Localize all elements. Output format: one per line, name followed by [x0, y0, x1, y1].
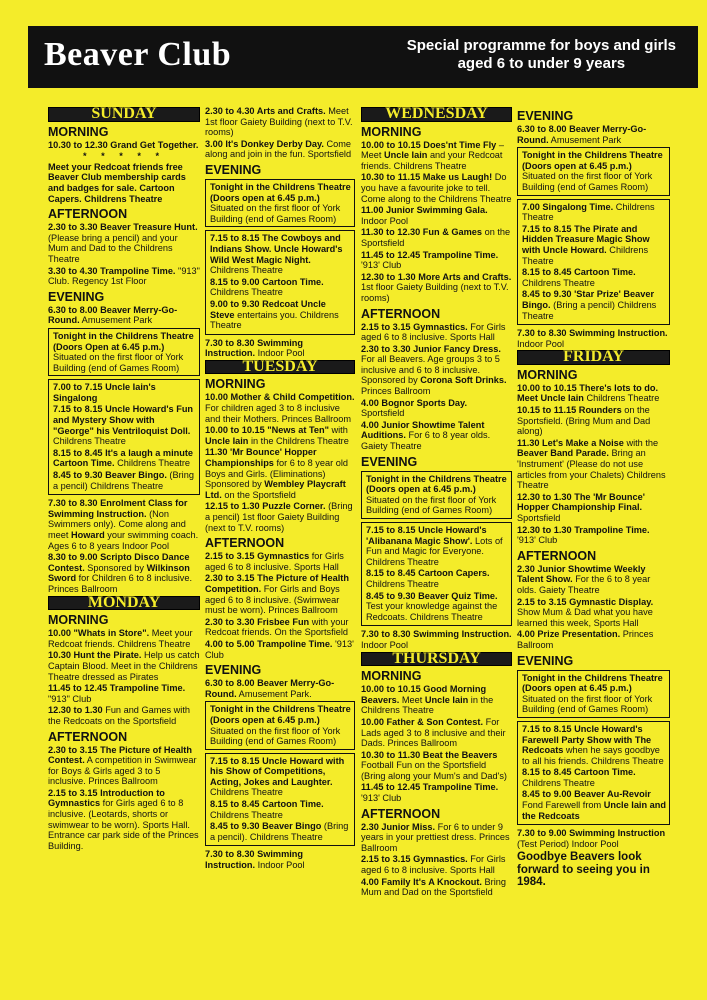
section-afternoon: AFTERNOON: [361, 806, 441, 821]
event-item: [517, 492, 670, 524]
event-detail: For Lads aged 3 to 8 inclusive and their Dads. Princes Ballroom: [361, 716, 506, 749]
event-time: 2.30 Junior Miss.: [361, 821, 436, 832]
event-item: [205, 573, 355, 615]
event-time: 2.30 to 3.30 Frisbee Fun: [205, 616, 310, 627]
event-time: 7.30 to 8.30 Swimming Instruction.: [361, 629, 512, 640]
event-detail: Childrens Theatre: [522, 201, 655, 223]
event-detail: For all Beavers. Age groups 3 to 5 inclusive and 6 to 8 inclusive. Sponsored by: [361, 354, 500, 386]
event-item: [361, 250, 512, 271]
event-time: 7.15 to 8.15 The Cowboys and Indians Show. Uncle Howard's Wild West Magic Night.: [210, 233, 343, 265]
section-evening: EVENING: [517, 653, 574, 668]
event-time: 8.15 to 8.45 It's a laugh a minute Cartoon Time.: [53, 447, 194, 469]
event-time: 4.00 Bognor Sports Day.: [361, 397, 468, 408]
event-item: [361, 227, 512, 248]
event-detail: For Girls and Boys aged 6 to 8 inclusive. (Swimwear must be worn). Princes Ballroom: [205, 583, 340, 616]
event-time: 11.00 Junior Swimming Gala.: [361, 205, 488, 216]
event-time: 7.30 to 8.30 Swimming Instruction.: [205, 849, 304, 871]
event-detail: "913" Club: [48, 693, 92, 704]
event-detail: with the: [623, 437, 659, 448]
event-detail: Show Mum & Dad what you have learned this week, Sports Hall: [517, 607, 653, 628]
event-detail: entertains you. Childrens Theatre: [210, 309, 339, 331]
goodbye-message: Goodbye Beavers look forward to seeing you in 1984.: [517, 851, 650, 889]
event-time: Meet your Redcoat friends free Beaver Club membership cards and badges for sale. Cartoon Capers. Childrens Theatre: [48, 161, 186, 204]
event-item: [53, 404, 196, 446]
event-detail: Childrens Theatre: [210, 787, 283, 798]
event-detail: (Please bring a pencil) and your Mum and Dad to the Childrens Theatre: [48, 232, 178, 264]
event-time: 12.30 to 1.30 More Arts and Crafts.: [361, 271, 512, 282]
event-detail: Come along and join in the fun. Sportsfield: [205, 138, 352, 160]
event-item: [48, 552, 200, 594]
event-item: [361, 172, 512, 204]
event-detail: For Girls aged 6 to 8 inclusive. Sports Hall: [361, 321, 506, 343]
notice-detail: Situated on the first floor of York Building (end of Games Room): [53, 352, 184, 373]
event-item: [53, 448, 196, 469]
notice-heading: Tonight in the Childrens Theatre (Doors open at 6.45 p.m.): [210, 704, 351, 725]
event-time: 7.00 Singalong Time.: [522, 201, 614, 212]
show-box: [48, 379, 200, 495]
event-detail: (Test Period) Indoor Pool: [517, 838, 619, 849]
event-item: [48, 222, 200, 264]
event-detail: Lots of Fun and Magic for Everyone. Childrens Theatre: [366, 535, 503, 567]
event-item: [361, 344, 512, 397]
event-detail: Football Fun on the Sportsfield (Bring along your Mum's and Dad's): [361, 760, 507, 781]
event-time: 2.30 to 3.30 Junior Fancy Dress.: [361, 343, 501, 354]
event-item: [210, 756, 351, 798]
event-time: 7.30 to 8.30 Swimming Instruction.: [205, 337, 304, 359]
event-time: 11.30 Let's Make a Noise: [517, 437, 624, 448]
event-detail: Childrens Theatre: [522, 777, 595, 788]
show-box: [205, 230, 355, 334]
event-time: 10.15 to 11.15 Rounders: [517, 405, 622, 416]
event-item: [48, 745, 200, 787]
event-time: 2.15 to 3.15 Gymnastics.: [361, 854, 468, 865]
event-time: 3.00 It's Donkey Derby Day.: [205, 138, 324, 149]
event-item: [517, 597, 670, 629]
event-item: [517, 124, 670, 145]
event-time: 2.30 to 3.15 The Picture of Health Contest.: [48, 744, 192, 766]
event-item: [361, 684, 512, 716]
event-detail: For the 6 to 8 year olds. Gaiety Theatre: [517, 574, 651, 595]
section-evening: EVENING: [48, 289, 105, 304]
event-item: [361, 398, 512, 419]
column-4: [517, 106, 670, 889]
event-detail: (Non Swimmers only). Come along and meet: [48, 508, 186, 540]
show-box: [205, 753, 355, 847]
notice-detail: Situated on the first floor of York Building (end of Games Room): [210, 203, 341, 224]
event-detail: on the Sportsfield. (Bring Mum and Dad along): [517, 405, 651, 437]
notice-heading: Tonight in the Childrens Theatre (Doors open at 6.45 p.m.): [522, 672, 663, 694]
event-item: [361, 782, 512, 803]
event-detail: '913' Club: [205, 638, 354, 660]
event-item: [205, 639, 355, 660]
event-detail: – Meet: [361, 139, 504, 161]
event-time: 8.15 to 8.45 Cartoon Time.: [522, 767, 636, 778]
section-evening: EVENING: [361, 454, 418, 469]
event-detail: (Bring a pencil). Childrens Theatre: [210, 821, 349, 842]
event-item: [517, 328, 670, 349]
event-highlight: Wembley Playcraft Ltd.: [205, 479, 346, 500]
event-time: 10.00 Father & Son Contest.: [361, 716, 484, 727]
event-time: 7.15 to 8.15 Uncle Howard's 'Alibanana Magic Show'.: [366, 525, 487, 546]
event-item: [517, 438, 670, 491]
event-time: 6.30 to 8.00 Beaver Merry-Go-Round.: [48, 304, 178, 326]
notice-box: [517, 147, 670, 195]
event-detail: '913' Club: [361, 260, 402, 271]
event-time: 7.30 to 9.00 Swimming Instruction: [517, 828, 666, 839]
event-time: 3.30 to 4.30 Trampoline Time.: [48, 265, 176, 276]
notice-heading: Tonight in the Childrens Theatre (Doors Open at 6.45 p.m.): [53, 330, 194, 352]
event-item: [522, 724, 666, 766]
event-detail: Childrens Theatre: [210, 809, 283, 820]
event-detail: Indoor Pool: [361, 215, 408, 226]
notice-detail: Situated on the first floor of York Building (end of Games Room): [522, 171, 653, 192]
show-box: [361, 522, 512, 626]
subtitle-line-2: aged 6 to under 9 years: [457, 55, 626, 72]
event-time: 12.30 to 1.30 Trampoline Time.: [517, 524, 650, 535]
event-item: [361, 140, 512, 172]
notice-box: [361, 471, 512, 519]
notice-heading: Tonight in the Childrens Theatre (Doors open at 6.45 p.m.): [366, 473, 507, 495]
event-item: [361, 420, 512, 452]
event-time: 10.00 "Whats in Store".: [48, 628, 150, 639]
event-detail: Amusement Park: [79, 315, 153, 326]
event-detail: '913' Club: [361, 793, 402, 804]
event-detail: Childrens Theatre: [210, 287, 283, 298]
event-item: [48, 162, 200, 204]
event-detail: Childrens Theatre: [53, 436, 126, 447]
show-box: [517, 199, 670, 326]
event-item: [361, 750, 512, 782]
event-time: 4.00 Family It's A Knockout.: [361, 876, 482, 887]
event-item: [517, 564, 670, 596]
event-detail: Amusement Park.: [236, 688, 312, 699]
event-item: [205, 139, 355, 160]
event-item: [210, 277, 351, 298]
event-item: [517, 629, 670, 650]
section-afternoon: AFTERNOON: [361, 306, 441, 321]
day-heading-monday: MONDAY: [48, 596, 200, 611]
event-time: 4.00 Junior Showtime Talent Auditions.: [361, 419, 485, 441]
event-time: 10.00 to 10.15 "News at Ten": [205, 425, 329, 436]
event-highlight: Uncle Iain: [424, 694, 469, 705]
notice-box: [205, 179, 355, 227]
event-detail: Indoor Pool: [361, 639, 408, 650]
event-time: 2.30 to 4.30 Arts and Crafts.: [205, 106, 326, 116]
event-item: [53, 382, 196, 403]
section-morning: MORNING: [361, 669, 422, 684]
event-item: [205, 678, 355, 699]
event-time: 8.30 to 9.00 Scripto Disco Dance Contest.: [48, 552, 190, 573]
event-detail: Sportsfield: [361, 408, 405, 419]
event-detail: 1st floor Gaiety Building (next to T.V. rooms): [361, 282, 509, 303]
event-detail: Childrens Theatre: [210, 265, 283, 276]
event-time: 10.00 to 10.15 Does'nt Time Fly: [361, 139, 497, 150]
event-detail: For children aged 3 to 8 inclusive and their Mothers. Princes Ballroom: [205, 403, 352, 424]
event-item: [48, 628, 200, 649]
event-item: [361, 822, 512, 854]
event-item: [48, 140, 200, 151]
event-highlight: Uncle Iain: [205, 435, 249, 446]
event-item: [48, 305, 200, 326]
event-detail: Sponsored by: [84, 562, 147, 573]
notice-heading: Tonight in the Childrens Theatre (Doors open at 6.45 p.m.): [522, 150, 663, 171]
section-morning: MORNING: [48, 124, 109, 139]
event-time: 10.30 to 11.15 Make us Laugh!: [361, 172, 493, 183]
event-item: [205, 392, 355, 424]
event-item: [48, 498, 200, 551]
event-time: 9.00 to 9.30 Redcoat Uncle Steve: [210, 298, 326, 320]
event-time: 7.15 to 8.15 Uncle Howard with his Show of Competitions, Acting, Jokes and Laughter.: [210, 755, 345, 787]
event-time: 7.30 to 8.30 Enrolment Class for Swimming Instruction.: [48, 498, 188, 519]
event-detail: "913" Club. Regency 1st Floor: [48, 265, 200, 287]
event-time: 8.15 to 8.45 Cartoon Capers.: [366, 568, 490, 579]
event-time: 11.30 'Mr Bounce' Hopper Championships: [205, 447, 317, 469]
event-time: 10.30 to 11.30 Beat the Beavers: [361, 749, 498, 760]
event-time: 11.45 to 12.45 Trampoline Time.: [361, 249, 499, 260]
event-detail: and your Redcoat friends. Childrens Theatre: [361, 150, 503, 171]
notice-detail: Situated on the first floor of York Building (end of Games Room): [522, 693, 653, 715]
event-item: [210, 821, 351, 842]
event-item: [205, 425, 355, 446]
column-2: [205, 106, 355, 872]
event-detail: for Children 6 to 8 inclusive. Princes Ballroom: [48, 573, 192, 594]
event-time: 12.30 to 1.30 The 'Mr Bounce' Hopper Championship Final.: [517, 491, 645, 513]
event-detail: on the Sportsfield: [361, 227, 511, 248]
event-time: 6.30 to 8.00 Beaver Merry-Go-Round.: [517, 124, 647, 145]
section-afternoon: AFTERNOON: [205, 536, 285, 551]
event-item: [517, 405, 670, 437]
event-detail: on the Sportsfield: [221, 489, 296, 500]
event-item: [205, 338, 355, 359]
event-item: [361, 272, 512, 304]
event-detail: Indoor Pool: [255, 860, 305, 871]
event-item: [522, 202, 666, 223]
event-time: 8.15 to 8.45 Cartoon Time.: [210, 799, 324, 810]
event-item: [48, 650, 200, 682]
event-item: [361, 629, 512, 650]
event-item: [205, 447, 355, 500]
event-time: 11.45 to 12.45 Trampoline Time.: [48, 683, 186, 694]
column-3: [361, 106, 512, 899]
event-time: 10.00 to 10.15 There's lots to do. Meet Uncle Iain: [517, 382, 659, 404]
event-detail: your swimming coach. Ages 6 to 8 years Indoor Pool: [48, 530, 199, 551]
event-item: [205, 106, 355, 138]
day-heading-tuesday: TUESDAY: [205, 360, 355, 375]
event-time: 4.00 Prize Presentation.: [517, 629, 621, 640]
notice-detail: Situated on the first floor of York Building (end of Games Room): [210, 725, 341, 747]
event-time: 7.15 to 8.15 The Pirate and Hidden Treasure Magic Show with Uncle Howard.: [522, 223, 650, 255]
show-box: [517, 721, 670, 825]
event-item: [517, 383, 670, 404]
event-detail: Amusement Park: [548, 134, 622, 145]
event-detail: Test your knowledge against the Redcoats. Childrens Theatre: [366, 601, 498, 622]
event-item: [48, 705, 200, 726]
section-morning: MORNING: [48, 613, 109, 628]
subtitle-line-1: Special programme for boys and girls: [406, 37, 676, 54]
club-title: Beaver Club: [44, 36, 232, 73]
event-time: 2.15 to 3.15 Gymnastic Display.: [517, 596, 654, 607]
event-time: 10.30 Hunt the Pirate.: [48, 650, 142, 661]
notice-heading: Tonight in the Childrens Theatre (Doors open at 6.45 p.m.): [210, 181, 351, 203]
event-highlight: Corona Soft Drinks.: [420, 375, 507, 386]
event-item: [366, 568, 508, 589]
event-detail: (Bring a pencil) Childrens Theatre: [522, 299, 657, 321]
event-time: 8.45 to 9.30 Beaver Bingo.: [53, 470, 167, 481]
event-highlight: Uncle Iain: [383, 150, 428, 161]
section-morning: MORNING: [361, 124, 422, 139]
event-detail: (Bring a pencil) 1st floor Gaiety Building (next to T.V. rooms): [205, 501, 353, 533]
day-heading-friday: FRIDAY: [517, 350, 670, 365]
event-highlight: Beaver Band Parade.: [517, 448, 609, 459]
event-detail: Meet 1st floor Gaiety Building (next to T.V. rooms): [205, 106, 353, 138]
event-time: 7.00 to 7.15 Uncle Iain's Singalong: [53, 382, 156, 403]
event-detail: Help us catch Captain Blood. Meet in the Childrens Theatre dressed as Pirates: [48, 650, 200, 682]
notice-box: [205, 701, 355, 749]
day-heading-wednesday: WEDNESDAY: [361, 107, 512, 122]
event-detail: Childrens Theatre: [522, 277, 595, 288]
section-evening: EVENING: [205, 663, 262, 678]
section-afternoon: AFTERNOON: [48, 207, 128, 222]
event-item: [366, 591, 508, 623]
event-time: 8.15 to 8.45 Cartoon Time.: [522, 267, 636, 278]
event-time: 8.45 to 9.30 'Star Prize' Beaver Bingo.: [522, 289, 655, 310]
event-detail: Meet your Redcoat friends. Childrens Theatre: [48, 628, 193, 649]
event-detail: Fun and Games with the Redcoats on the Sportsfield: [48, 705, 190, 726]
notice-box: [48, 328, 200, 376]
event-time: 10.00 Mother & Child Competition.: [205, 392, 355, 403]
event-item: [366, 525, 508, 567]
event-item: [48, 266, 200, 287]
event-detail: Indoor Pool: [517, 338, 564, 349]
event-time: 12.30 to 1.30: [48, 705, 103, 716]
event-time: 10.30 to 12.30 Grand Get Together.: [48, 139, 199, 150]
day-heading-sunday: SUNDAY: [48, 107, 200, 122]
event-time: 11.30 to 12.30 Fun & Games: [361, 227, 483, 238]
event-time: 2.15 to 3.15 Gymnastics: [205, 551, 310, 562]
event-time: 12.15 to 1.30 Puzzle Corner.: [205, 501, 326, 512]
event-detail: '913' Club: [517, 535, 558, 546]
notice-detail: Situated on the first floor of York Building (end of Games Room): [366, 494, 497, 516]
event-detail: Sportsfield: [517, 513, 561, 523]
event-item: [205, 551, 355, 572]
event-item: [361, 854, 512, 875]
event-time: 10.00 to 10.15 Good Morning Beavers.: [361, 684, 487, 705]
event-item: [361, 322, 512, 343]
day-heading-thursday: THURSDAY: [361, 652, 512, 667]
event-item: [517, 525, 670, 546]
event-detail: For 6 to 8 year olds. Gaiety Theatre: [361, 430, 491, 452]
event-item: [210, 233, 351, 275]
event-item: [517, 828, 670, 849]
event-item: [210, 299, 351, 331]
section-evening: EVENING: [205, 162, 262, 177]
event-detail: Do you have a favourite joke to tell. Come along to the Childrens Theatre: [361, 172, 512, 204]
event-detail: Princes Ballroom: [361, 386, 431, 397]
event-item: [205, 501, 355, 533]
event-item: [361, 717, 512, 749]
event-item: [205, 849, 355, 870]
section-evening: EVENING: [517, 109, 574, 123]
section-morning: MORNING: [517, 367, 578, 382]
event-time: 8.15 to 9.00 Cartoon Time.: [210, 276, 324, 287]
event-detail: Fond Farewell from: [522, 800, 604, 811]
event-detail: for 6 to 8 year old Boys and Girls. (Eliminations) Sponsored by: [205, 458, 348, 490]
star-divider: * * * * *: [82, 151, 166, 162]
event-time: 7.30 to 8.30 Swimming Instruction.: [517, 328, 668, 339]
event-detail: (Bring a pencil) Childrens Theatre: [53, 470, 194, 491]
event-detail: when he says goodbye to all his friends. Childrens Theatre: [522, 745, 664, 766]
event-item: [205, 617, 355, 638]
event-detail: in the Childrens Theatre: [248, 435, 349, 446]
event-detail: Childrens Theatre: [114, 458, 191, 469]
event-time: 2.30 Junior Showtime Weekly Talent Show.: [517, 563, 646, 585]
event-item: [522, 767, 666, 788]
event-detail: Princes Ballroom: [517, 629, 654, 650]
event-item: [210, 799, 351, 820]
event-detail: Meet: [399, 694, 425, 705]
event-time: 2.15 to 3.15 Gymnastics.: [361, 321, 468, 332]
column-1: [48, 106, 200, 852]
event-detail: Indoor Pool: [255, 348, 305, 359]
event-item: [361, 877, 512, 898]
event-item: [522, 267, 666, 288]
event-highlight: Uncle Iain and the Redcoats: [522, 800, 666, 821]
section-morning: MORNING: [205, 377, 266, 392]
event-detail: For Girls aged 6 to 8 inclusive. Sports Hall: [361, 854, 506, 876]
section-afternoon: AFTERNOON: [48, 729, 128, 744]
event-detail: A competition in Swimwear for Boys & Girls aged 3 to 5 inclusive. Princes Ballroom: [48, 755, 197, 787]
event-detail: with your Redcoat friends. On the Sportsfield: [205, 616, 349, 638]
section-afternoon: AFTERNOON: [517, 548, 597, 563]
event-item: [48, 788, 200, 852]
event-item: [361, 205, 512, 226]
event-item: [48, 683, 200, 704]
notice-box: [517, 670, 670, 718]
event-time: 11.45 to 12.45 Trampoline Time.: [361, 782, 499, 793]
event-time: 4.00 to 5.00 Trampoline Time.: [205, 638, 333, 649]
event-item: [522, 789, 666, 821]
event-detail: For 6 to under 9 years in your prettiest dress. Princes Ballroom: [361, 821, 510, 853]
event-detail: for Girls aged 6 to 8 inclusive. (Leotards, shorts or swimwear to be worn). Sports Hall. Entrance car park side of the Princes Building.: [48, 798, 199, 851]
event-item: [522, 224, 666, 266]
event-detail: with: [328, 425, 348, 436]
event-detail: for Girls aged 6 to 8 inclusive. Sports Hall: [205, 551, 344, 572]
event-highlight: Wilkinson Sword: [48, 562, 190, 584]
event-detail: Childrens Theatre: [366, 578, 439, 589]
event-detail: Bring Mum and Dad on the Sportsfield: [361, 876, 506, 898]
event-detail: Childrens Theatre: [583, 393, 660, 404]
event-time: 6.30 to 8.00 Beaver Merry-Go-Round.: [205, 678, 335, 699]
event-highlight: Howard: [70, 530, 105, 540]
event-item: [53, 470, 196, 491]
header-subtitle: [407, 37, 676, 73]
event-time: 7.15 to 8.15 Uncle Howard's Fun and Mystery Show with "George" his Ventriloquist Doll.: [53, 404, 194, 436]
event-detail: in the Childrens Theatre: [361, 694, 494, 716]
event-time: 7.15 to 8.15 Uncle Howard's Farewell Party Show with The Redcoats: [522, 723, 652, 756]
event-detail: Bring an 'Instrument' (Please do not use articles from your Chalets) Childrens Theatre: [517, 448, 666, 491]
event-item: [522, 289, 666, 321]
event-time: 8.45 to 9.30 Beaver Quiz Time.: [366, 590, 498, 601]
event-time: 8.45 to 9.00 Beaver Au-Revoir: [522, 789, 651, 800]
event-time: 2.30 to 3.15 The Picture of Health Competition.: [205, 573, 349, 594]
event-time: 8.45 to 9.30 Beaver Bingo: [210, 821, 322, 832]
event-time: 2.30 to 3.30 Beaver Treasure Hunt.: [48, 222, 198, 233]
event-time: 2.15 to 3.15 Introduction to Gymnastics: [48, 787, 165, 809]
programme-header: [28, 26, 698, 88]
event-detail: Childrens Theatre: [522, 244, 649, 266]
